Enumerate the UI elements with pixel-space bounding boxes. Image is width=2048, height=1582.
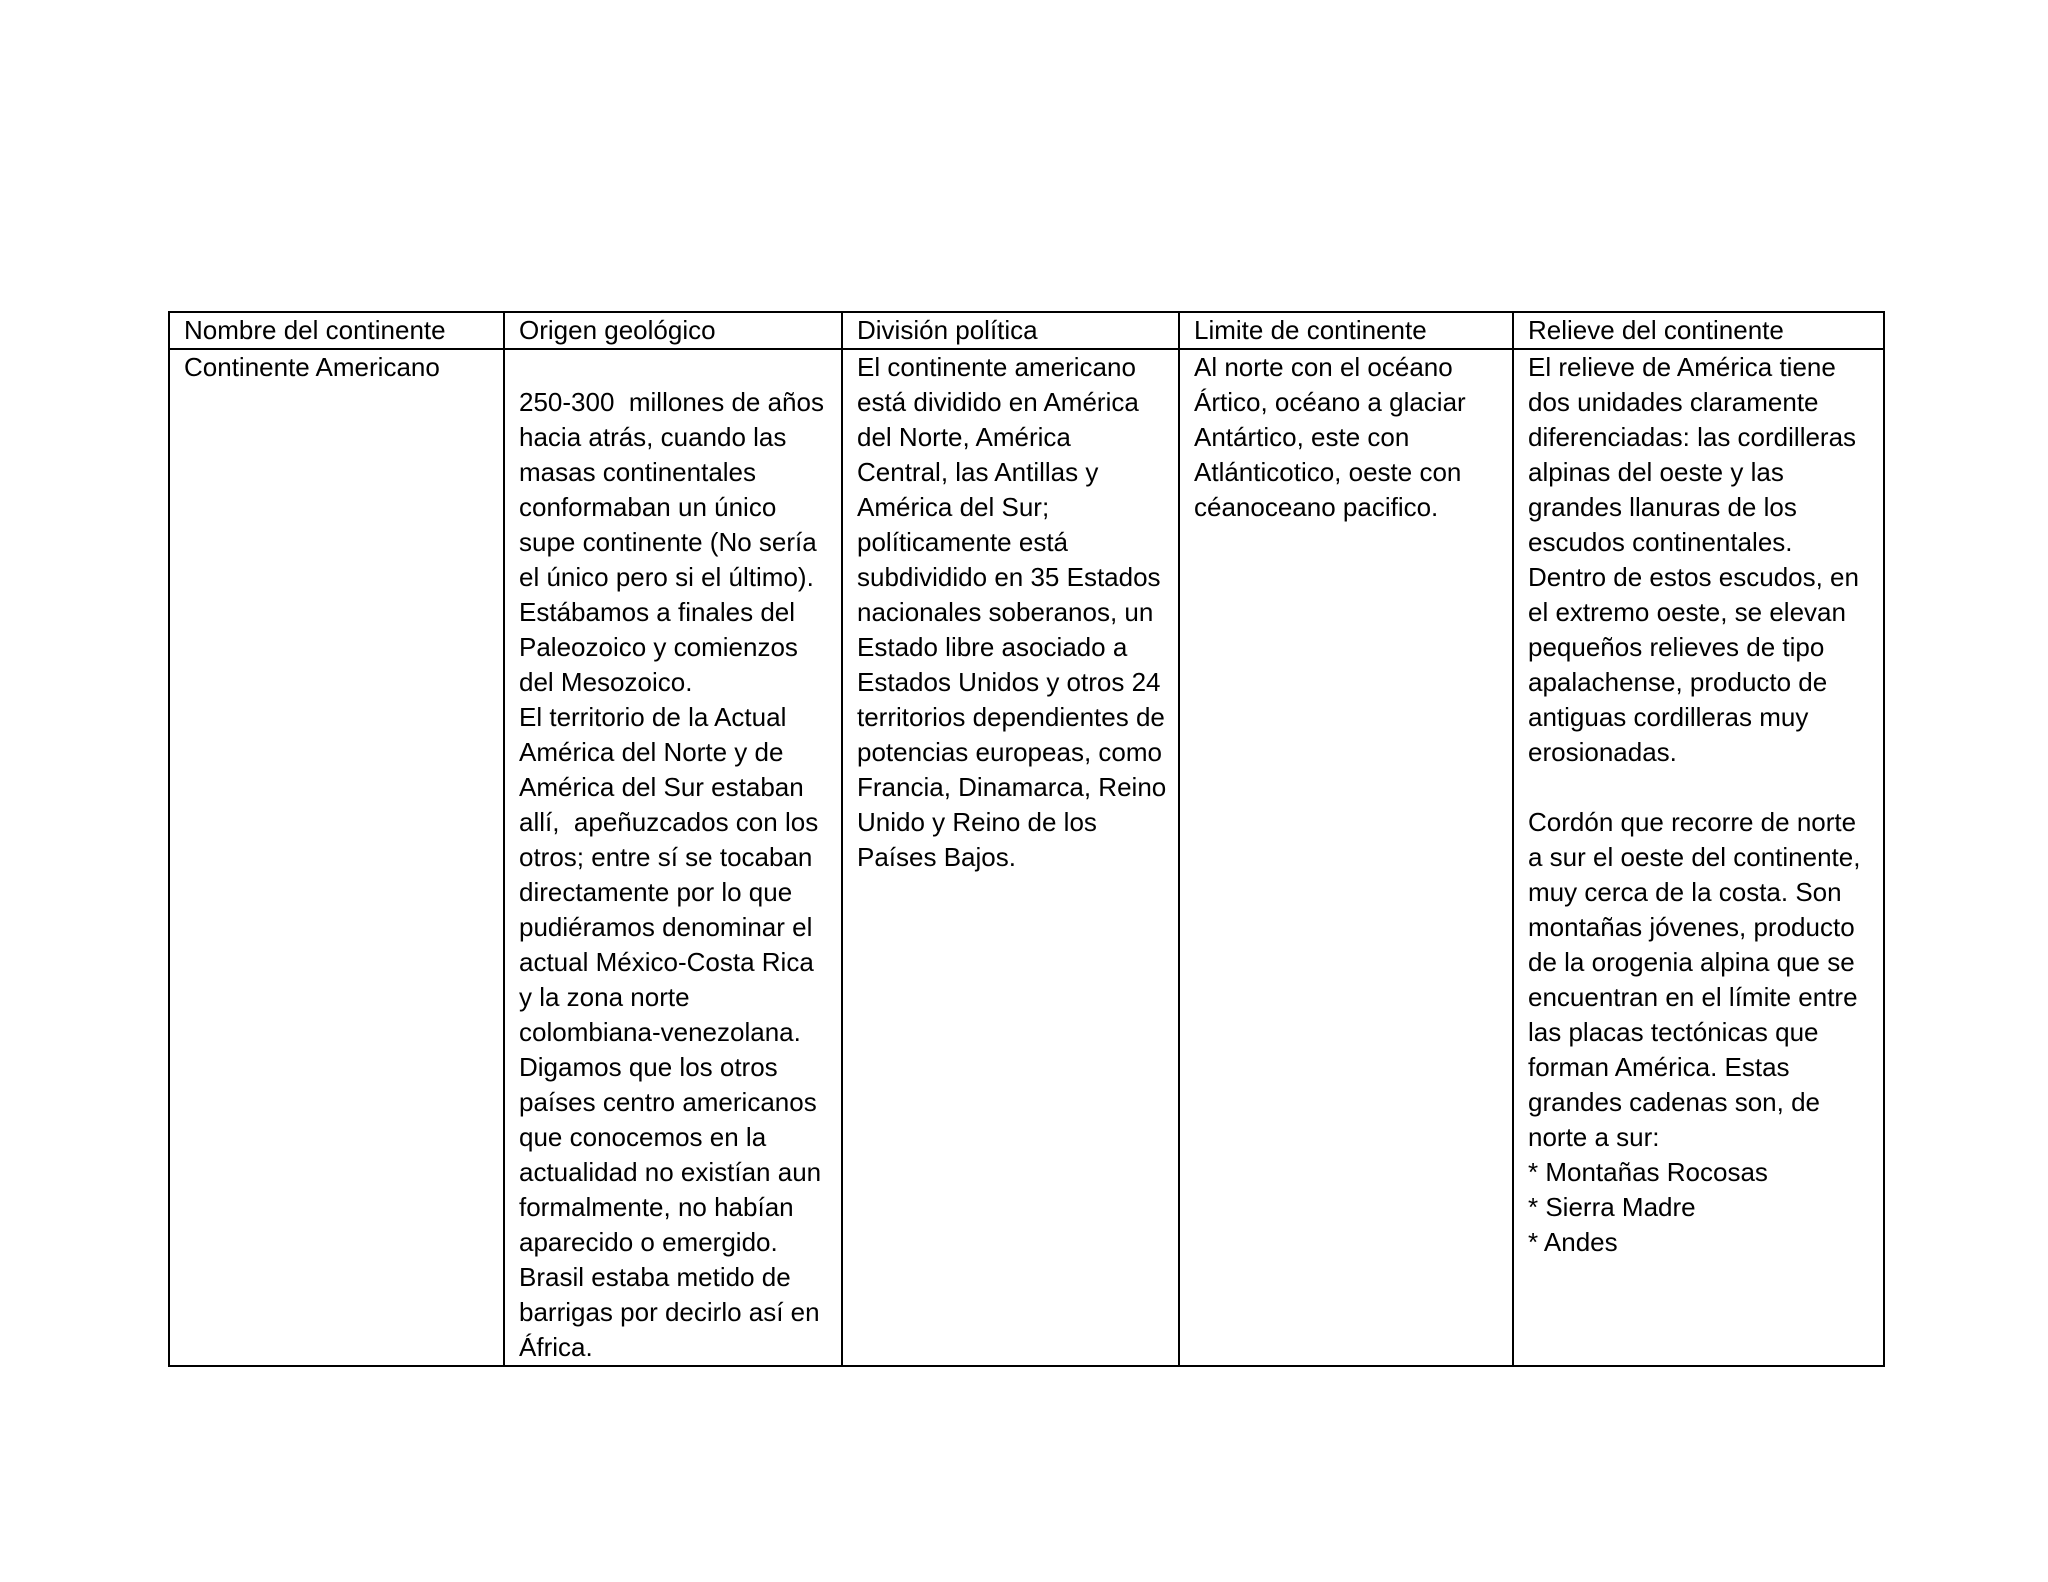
cell-relieve: El relieve de América tiene dos unidades claramente diferenciadas: las cordilleras alpinas del oeste y las grandes llanuras de los escudos continentales. Dentro de estos escudos, en el extremo oeste, se elevan pequeños relieves de tipo apalachense, producto de antiguas cordilleras muy erosionadas. Cordón que recorre de norte a sur el oeste del continente, muy cerca de la costa. Son montañas jóvenes, producto de la orogenia alpina que se encuentran en el límite entre las placas tectónicas que forman América. Estas grandes cadenas son, de norte a sur: * Montañas Rocosas * Sierra Madre * Andes xyxy=(1513,349,1884,1366)
cell-limite: Al norte con el océano Ártico, océano a glaciar Antártico, este con Atlánticotico, oeste con céanoceano pacifico. xyxy=(1179,349,1513,1366)
cell-origen: 250-300 millones de años hacia atrás, cuando las masas continentales conformaban un único supe continente (No sería el único pero si el último). Estábamos a finales del Paleozoico y comienzos del Mesozoico. El territorio de la Actual América del Norte y de América del Sur estaban allí, apeñuzcados con los otros; entre sí se tocaban directamente por lo que pudiéramos denominar el actual México-Costa Rica y la zona norte colombiana-venezolana. Digamos que los otros países centro americanos que conocemos en la actualidad no existían aun formalmente, no habían aparecido o emergido. Brasil estaba metido de barrigas por decirlo así en África. xyxy=(504,349,842,1366)
table-header-row xyxy=(169,312,1884,349)
header-limite: Limite de continente xyxy=(1179,312,1513,349)
cell-division: El continente americano está dividido en América del Norte, América Central, las Antillas y América del Sur; políticamente está subdividido en 35 Estados nacionales soberanos, un Estado libre asociado a Estados Unidos y otros 24 territorios dependientes de potencias europeas, como Francia, Dinamarca, Reino Unido y Reino de los Países Bajos. xyxy=(842,349,1179,1366)
header-division: División política xyxy=(842,312,1179,349)
table-row xyxy=(169,349,1884,1366)
header-relieve: Relieve del continente xyxy=(1513,312,1884,349)
header-origen: Origen geológico xyxy=(504,312,842,349)
continent-table xyxy=(168,311,1885,1367)
header-nombre: Nombre del continente xyxy=(169,312,504,349)
cell-nombre: Continente Americano xyxy=(169,349,504,1366)
